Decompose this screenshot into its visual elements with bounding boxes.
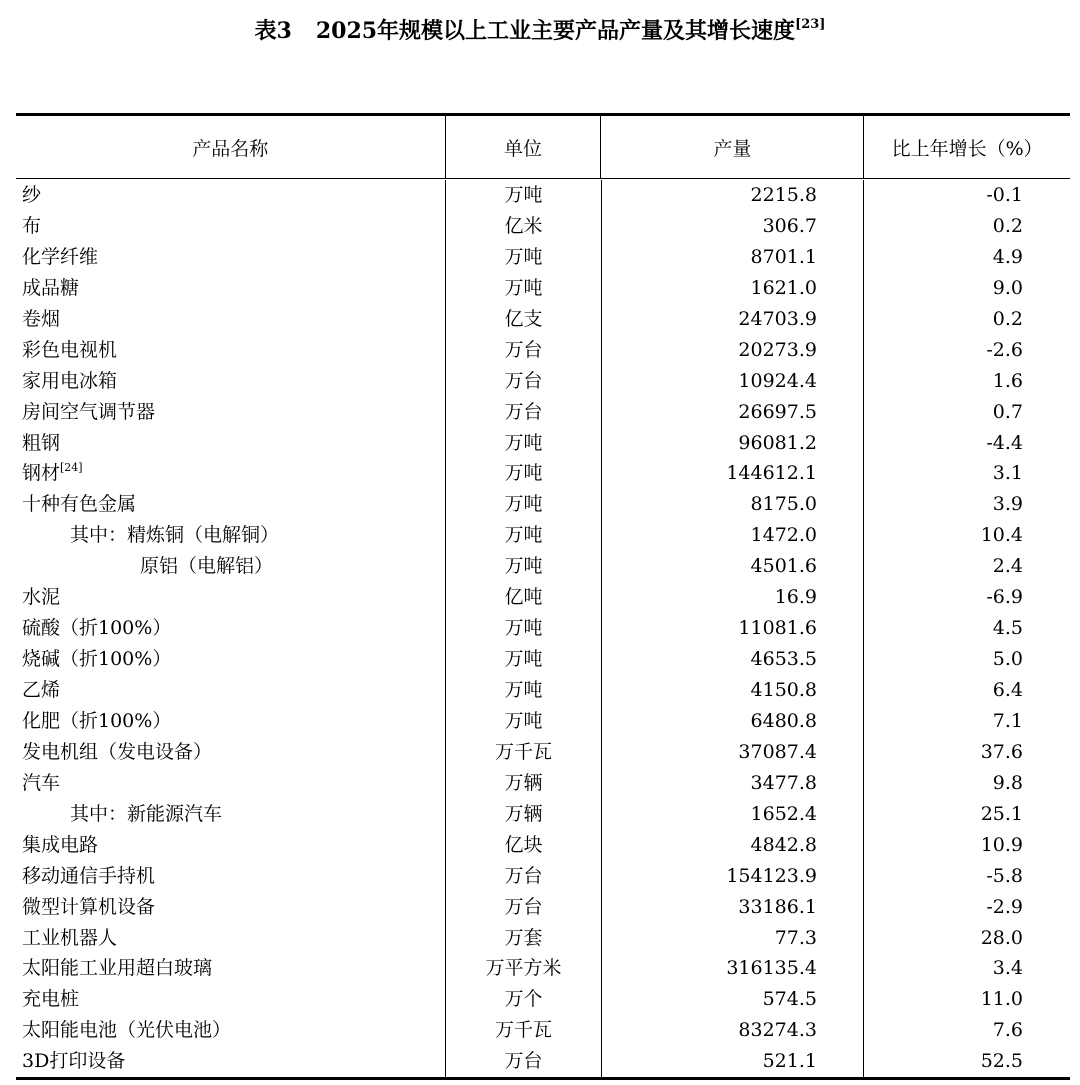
product-name-cell (16, 613, 445, 644)
unit-cell: 万平方米 (445, 953, 601, 984)
unit-cell: 万千瓦 (445, 737, 601, 768)
product-name: 太阳能电池（光伏电池） (22, 1019, 232, 1042)
product-name: 化肥（折100%） (22, 709, 172, 732)
product-name: 钢材 (22, 462, 61, 485)
product-name: 房间空气调节器 (22, 400, 156, 423)
unit-cell: 万吨 (445, 458, 601, 489)
table-row (16, 830, 1070, 861)
product-name-cell (16, 211, 445, 242)
header-output: 产量 (600, 116, 863, 178)
product-name: 粗钢 (22, 431, 61, 454)
growth-cell: 2.4 (863, 551, 1069, 582)
product-name: 卷烟 (22, 307, 61, 330)
output-cell: 24703.9 (601, 304, 863, 335)
table-row (16, 737, 1070, 768)
product-name: 纱 (22, 184, 42, 206)
table-number: 表3 (254, 18, 292, 44)
table-row (16, 520, 1070, 551)
growth-cell: 0.7 (863, 397, 1069, 428)
unit-cell: 万台 (445, 366, 601, 397)
output-cell: 144612.1 (601, 458, 863, 489)
table-row (16, 1046, 1070, 1077)
growth-cell: 1.6 (863, 366, 1069, 397)
product-name: 太阳能工业用超白玻璃 (22, 957, 213, 980)
output-cell: 26697.5 (601, 397, 863, 428)
output-cell: 2215.8 (601, 180, 863, 211)
output-cell: 8175.0 (601, 489, 863, 520)
unit-cell: 万辆 (445, 799, 601, 830)
table-row (16, 582, 1070, 613)
growth-cell: -6.9 (863, 582, 1069, 613)
table-row (16, 335, 1070, 366)
unit-cell: 亿块 (445, 830, 601, 861)
table-row (16, 551, 1070, 582)
product-name-cell (16, 180, 445, 211)
product-name: 原铝（电解铝） (140, 555, 274, 578)
output-cell: 11081.6 (601, 613, 863, 644)
table-row (16, 953, 1070, 984)
output-cell: 16.9 (601, 582, 863, 613)
growth-cell: 10.9 (863, 830, 1069, 861)
growth-cell: 5.0 (863, 644, 1069, 675)
product-name-cell (16, 892, 445, 923)
table-body (16, 179, 1070, 1077)
unit-cell: 万吨 (445, 180, 601, 211)
output-cell: 4653.5 (601, 644, 863, 675)
table-row (16, 892, 1070, 923)
product-name-cell (16, 861, 445, 892)
table-row (16, 489, 1070, 520)
growth-cell: 3.9 (863, 489, 1069, 520)
header-product-name: 产品名称 (192, 137, 269, 160)
unit-cell: 万套 (445, 923, 601, 954)
table-row (16, 613, 1070, 644)
product-name-cell (16, 953, 445, 984)
output-cell: 1621.0 (601, 273, 863, 304)
product-name-cell (16, 582, 445, 613)
product-name: 乙烯 (22, 679, 61, 701)
table-row (16, 211, 1070, 242)
product-name-cell (16, 1046, 445, 1077)
footnote-ref: [24] (60, 461, 83, 475)
output-cell: 6480.8 (601, 706, 863, 737)
output-cell: 4842.8 (601, 830, 863, 861)
product-name-cell (16, 799, 445, 830)
output-cell: 1472.0 (601, 520, 863, 551)
growth-cell: 9.0 (863, 273, 1069, 304)
growth-cell: -5.8 (863, 861, 1069, 892)
unit-cell: 万台 (445, 335, 601, 366)
table-row (16, 706, 1070, 737)
product-name: 移动通信手持机 (22, 864, 156, 887)
output-cell: 37087.4 (601, 737, 863, 768)
unit-cell: 万吨 (445, 551, 601, 582)
table-row (16, 273, 1070, 304)
unit-cell: 万吨 (445, 520, 601, 551)
growth-cell: 52.5 (863, 1046, 1069, 1077)
product-name: 硫酸（折100%） (22, 617, 172, 640)
product-name: 工业机器人 (22, 926, 118, 949)
unit-cell: 万吨 (445, 242, 601, 273)
product-name: 十种有色金属 (22, 493, 137, 516)
table-row (16, 458, 1070, 489)
growth-cell: 6.4 (863, 675, 1069, 706)
product-name: 家用电冰箱 (22, 369, 118, 392)
growth-cell: 9.8 (863, 768, 1069, 799)
product-name-cell (16, 737, 445, 768)
unit-cell: 万吨 (445, 428, 601, 459)
unit-cell: 万吨 (445, 273, 601, 304)
unit-cell: 万台 (445, 861, 601, 892)
product-name-cell (16, 366, 445, 397)
table-title-text: 2025年规模以上工业主要产品产量及其增长速度 (315, 18, 796, 44)
product-name: 微型计算机设备 (22, 895, 156, 918)
growth-cell: 0.2 (863, 211, 1069, 242)
table-row (16, 428, 1070, 459)
unit-cell: 万台 (445, 892, 601, 923)
table-row (16, 304, 1070, 335)
product-name: 充电桩 (22, 988, 80, 1011)
output-cell: 20273.9 (601, 335, 863, 366)
table-row (16, 675, 1070, 706)
growth-cell: -2.6 (863, 335, 1069, 366)
product-name-cell (16, 984, 445, 1015)
table-row (16, 861, 1070, 892)
output-cell: 10924.4 (601, 366, 863, 397)
output-cell: 4501.6 (601, 551, 863, 582)
growth-cell: 4.9 (863, 242, 1069, 273)
output-cell: 33186.1 (601, 892, 863, 923)
product-name: 化学纤维 (22, 245, 99, 268)
growth-cell: -2.9 (863, 892, 1069, 923)
output-cell: 1652.4 (601, 799, 863, 830)
header-unit: 单位 (445, 116, 601, 178)
product-name: 发电机组（发电设备） (22, 740, 213, 763)
table-title (0, 14, 1080, 45)
output-cell: 306.7 (601, 211, 863, 242)
growth-cell: 7.6 (863, 1015, 1069, 1046)
output-cell: 83274.3 (601, 1015, 863, 1046)
header-growth: 比上年增长（%） (863, 116, 1070, 178)
table-row (16, 923, 1070, 954)
growth-cell: -0.1 (863, 180, 1069, 211)
unit-cell: 亿支 (445, 304, 601, 335)
product-name-cell (16, 304, 445, 335)
output-cell: 96081.2 (601, 428, 863, 459)
growth-cell: 3.4 (863, 953, 1069, 984)
unit-cell: 亿米 (445, 211, 601, 242)
product-name: 汽车 (22, 771, 61, 794)
output-cell: 4150.8 (601, 675, 863, 706)
unit-cell: 万吨 (445, 489, 601, 520)
output-cell: 3477.8 (601, 768, 863, 799)
table-row (16, 366, 1070, 397)
growth-cell: -4.4 (863, 428, 1069, 459)
output-cell: 77.3 (601, 923, 863, 954)
table-row (16, 984, 1070, 1015)
title-footnote-ref: [23] (795, 17, 826, 32)
unit-cell: 万吨 (445, 644, 601, 675)
growth-cell: 37.6 (863, 737, 1069, 768)
output-cell: 574.5 (601, 984, 863, 1015)
table-row (16, 397, 1070, 428)
product-name-cell (16, 675, 445, 706)
product-name-cell (16, 1015, 445, 1046)
growth-cell: 25.1 (863, 799, 1069, 830)
table-row (16, 768, 1070, 799)
unit-cell: 万吨 (445, 613, 601, 644)
unit-cell: 万台 (445, 1046, 601, 1077)
product-name: 集成电路 (22, 833, 99, 856)
product-name-cell (16, 520, 445, 551)
growth-cell: 7.1 (863, 706, 1069, 737)
product-name: 其中：新能源汽车 (70, 802, 223, 825)
unit-cell: 万个 (445, 984, 601, 1015)
growth-cell: 11.0 (863, 984, 1069, 1015)
product-name-cell (16, 428, 445, 459)
output-cell: 154123.9 (601, 861, 863, 892)
product-name-cell (16, 551, 445, 582)
product-name-cell (16, 242, 445, 273)
growth-cell: 28.0 (863, 923, 1069, 954)
product-name: 成品糖 (22, 276, 80, 299)
product-name: 烧碱（折100%） (22, 648, 172, 671)
product-name-cell (16, 923, 445, 954)
product-name-cell (16, 335, 445, 366)
output-cell: 316135.4 (601, 953, 863, 984)
table-row (16, 644, 1070, 675)
table-row (16, 799, 1070, 830)
growth-cell: 10.4 (863, 520, 1069, 551)
production-table (16, 113, 1070, 1080)
unit-cell: 万辆 (445, 768, 601, 799)
growth-cell: 3.1 (863, 458, 1069, 489)
product-name: 3D打印设备 (22, 1050, 126, 1073)
product-name-cell (16, 397, 445, 428)
product-name-cell (16, 768, 445, 799)
product-name-cell (16, 830, 445, 861)
product-name-cell (16, 489, 445, 520)
product-name: 布 (22, 214, 42, 237)
output-cell: 8701.1 (601, 242, 863, 273)
output-cell: 521.1 (601, 1046, 863, 1077)
product-name-cell (16, 644, 445, 675)
growth-cell: 0.2 (863, 304, 1069, 335)
unit-cell: 万台 (445, 397, 601, 428)
table-row (16, 180, 1070, 211)
table-header (16, 116, 1070, 179)
product-name: 彩色电视机 (22, 338, 118, 361)
product-name: 其中：精炼铜（电解铜） (70, 524, 280, 547)
unit-cell: 万吨 (445, 706, 601, 737)
product-name: 水泥 (22, 586, 61, 609)
table-row (16, 1015, 1070, 1046)
unit-cell: 万吨 (445, 675, 601, 706)
unit-cell: 万千瓦 (445, 1015, 601, 1046)
product-name-cell (16, 273, 445, 304)
unit-cell: 亿吨 (445, 582, 601, 613)
growth-cell: 4.5 (863, 613, 1069, 644)
product-name-cell (16, 458, 445, 489)
product-name-cell (16, 706, 445, 737)
table-row (16, 242, 1070, 273)
